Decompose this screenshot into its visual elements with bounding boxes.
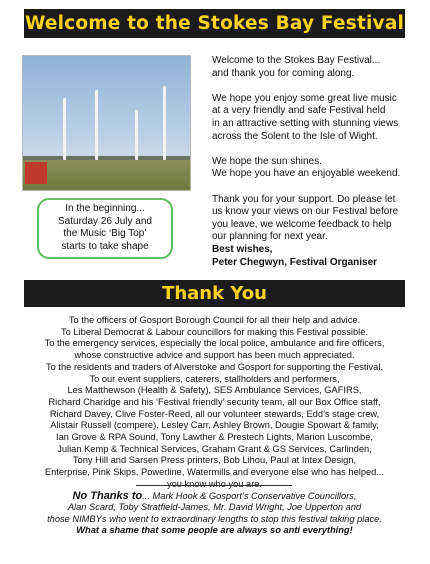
intro-paragraph xyxy=(212,156,416,181)
photo-caption xyxy=(37,198,173,259)
intro-line: Thank you for your support. Do please let xyxy=(212,193,396,205)
intro-line: us know your views on our Festival before xyxy=(212,206,399,218)
intro-line: our planning for next year. xyxy=(212,231,328,243)
caption-line: In the beginning... xyxy=(65,203,145,214)
signoff: Best wishes, xyxy=(212,243,273,255)
thanks-line: Richard Charidge and his ‘Festival friendly’ security team, all our Box Office staff, xyxy=(48,396,381,407)
divider xyxy=(136,485,292,486)
thanks-line: Julian Kemp & Technical Services, Graham Grant & GS Services, Carlinden, xyxy=(57,443,372,454)
thanks-line: To the residents and traders of Alverstoke and Gosport for supporting the Festival. xyxy=(46,361,383,372)
festival-photo xyxy=(22,55,191,191)
intro-line: We hope you enjoy some great live music xyxy=(212,92,397,104)
thanks-line: Enterprise, Pink Skips, Powerline, Watermills and everyone else who has helped... xyxy=(44,467,385,478)
no-thanks-line: those NIMBYs who went to extraordinary lengths to stop this festival taking place. xyxy=(47,513,382,524)
intro-line: you leave, we welcome feedback to help xyxy=(212,218,392,230)
intro-line: Welcome to the Stokes Bay Festival... xyxy=(212,55,381,66)
thanks-line: To Liberal Democrat & Labour councillors for making this Festival possible. xyxy=(61,326,368,337)
thanks-line: To the emergency services, especially the local police, ambulance and fire officers, xyxy=(44,338,385,349)
thanks-line: To our event suppliers, caterers, stallholders and performers, xyxy=(89,373,340,384)
intro-line: across the Solent to the Isle of Wight. xyxy=(212,130,378,142)
thanks-line: whose constructive advice and support has been much appreciated. xyxy=(74,350,355,361)
thanks-line: Alistair Russell (compere), Lesley Carr, Ashley Brown, Dougie Spowart & family, xyxy=(50,420,379,431)
intro-paragraph xyxy=(212,194,416,270)
no-thanks-text xyxy=(24,491,405,537)
thanks-heading: Thank You xyxy=(24,280,405,307)
intro-line: We hope you have an enjoyable weekend. xyxy=(212,168,401,180)
signature: Peter Chegwyn, Festival Organiser xyxy=(212,256,378,268)
thanks-line: Tony Hill and Sarsen Press printers, Bob Lihou, Paul at Intex Design, xyxy=(72,455,357,466)
intro-line: and thank you for coming along. xyxy=(212,67,355,79)
thanks-text xyxy=(24,315,405,491)
no-thanks-line: Alan Scard, Toby Stratfield-James, Mr. David Wright, Joe Upperton and xyxy=(67,502,362,513)
caption-line: starts to take shape xyxy=(61,240,149,252)
intro-line: at a very friendly and safe Festival held xyxy=(212,105,386,117)
intro-paragraph xyxy=(212,93,416,143)
intro-line: We hope the sun shines. xyxy=(212,155,322,167)
no-thanks-names: ... Mark Hook & Gosport’s Conservative Councillors, xyxy=(142,491,357,501)
page-title: Welcome to the Stokes Bay Festival xyxy=(24,9,405,38)
thanks-line: Ian Grove & RPA Sound, Tony Lawther & Prestech Lights, Marion Luscombe, xyxy=(56,432,373,443)
caption-line: the Music ‘Big Top’ xyxy=(63,228,147,240)
thanks-line: you know who you are. xyxy=(166,478,263,489)
no-thanks-lead: No Thanks to xyxy=(72,490,143,502)
thanks-line: To the officers of Gosport Borough Council for all their help and advice. xyxy=(68,315,361,325)
no-thanks-closing: What a shame that some people are always so anti everything! xyxy=(76,525,353,536)
intro-paragraph xyxy=(212,55,416,80)
welcome-text xyxy=(212,55,416,269)
caption-line: Saturday 26 July and xyxy=(58,215,152,227)
thanks-line: Richard Davey, Clive Foster-Reed, all our volunteer stewards, Edd’s stage crew, xyxy=(49,408,380,419)
intro-line: in an attractive setting with stunning views xyxy=(212,117,399,129)
no-thanks-line xyxy=(24,491,405,502)
thanks-line: Les Matthewson (Health & Safety), SES Ambulance Services, GAFIRS, xyxy=(67,385,362,396)
